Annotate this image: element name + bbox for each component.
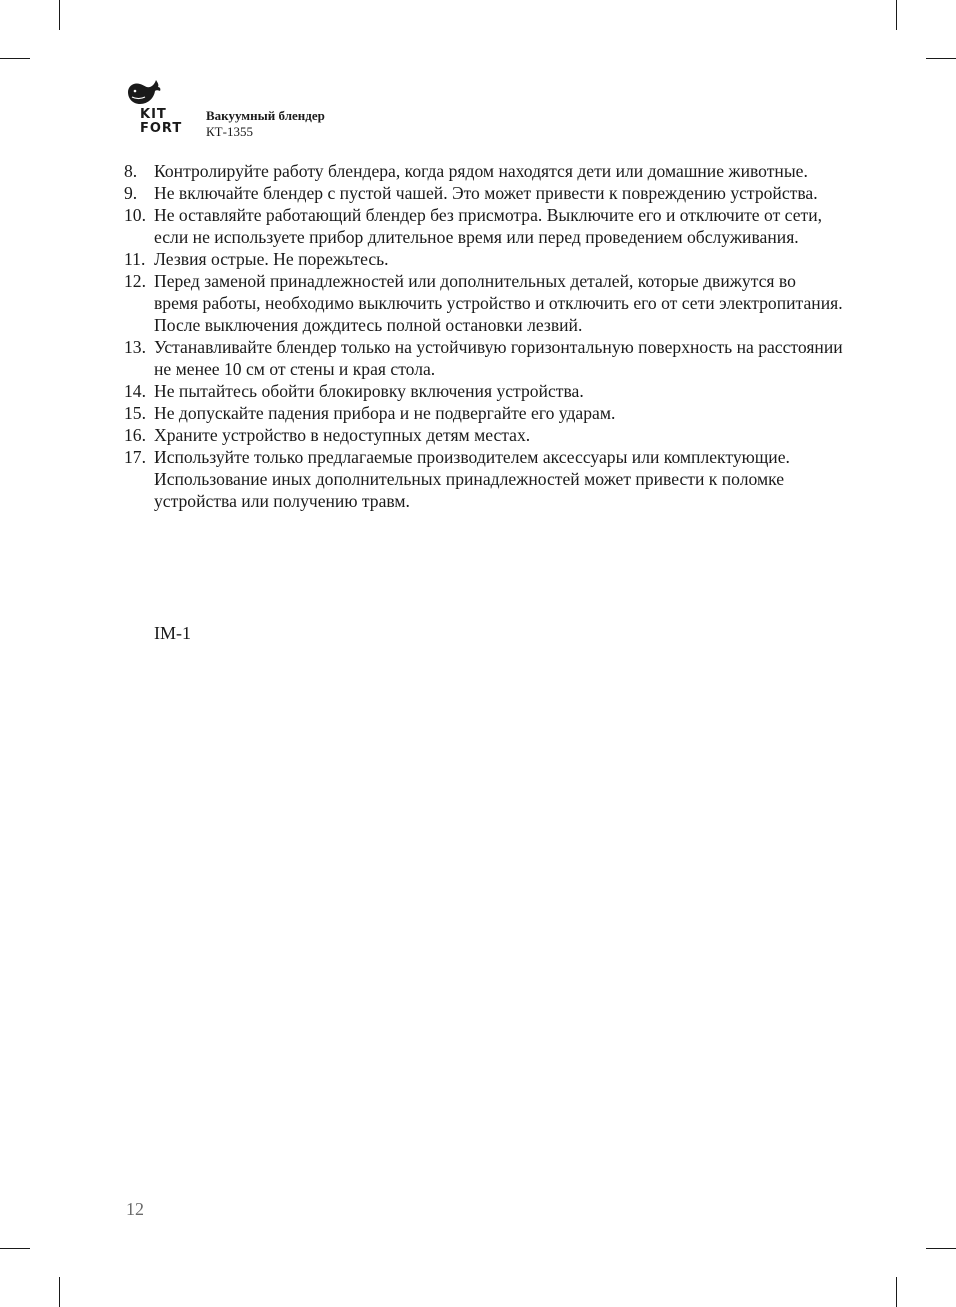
rule-text: Перед заменой принадлежностей или дополнительных деталей, которые движутся во время работы, необходимо выключить устройство и отключить его от сети электропитания. После выключения дождитесь полной остановки лезвий. xyxy=(154,271,843,335)
list-item xyxy=(124,160,844,182)
list-item xyxy=(124,402,844,424)
list-item xyxy=(124,424,844,446)
product-header xyxy=(206,108,325,140)
crop-mark-top-left xyxy=(59,0,60,30)
product-title: Вакуумный блендер xyxy=(206,108,325,123)
page-number: 12 xyxy=(126,1199,144,1219)
safety-rules-list xyxy=(124,160,844,512)
crop-mark-bottom-left xyxy=(59,1277,60,1307)
rule-text: Не допускайте падения прибора и не подвергайте его ударам. xyxy=(154,403,616,423)
whale-icon xyxy=(126,78,162,108)
rule-text: Используйте только предлагаемые производителем аксессуары или комплектующие. Использование иных дополнительных принадлежностей может привести к поломке устройства или получению травм. xyxy=(154,447,790,511)
rule-text: Лезвия острые. Не порежьтесь. xyxy=(154,249,389,269)
list-item xyxy=(124,270,844,336)
rule-text: Устанавливайте блендер только на устойчивую горизонтальную поверхность на расстоянии не менее 10 см от стены и края стола. xyxy=(154,337,843,379)
logo-line-fort: FORT xyxy=(140,121,183,136)
rule-number: 16. xyxy=(124,425,146,445)
rule-text: Не пытайтесь обойти блокировку включения устройства. xyxy=(154,381,584,401)
rule-number: 17. xyxy=(124,447,146,467)
rule-text: Не оставляйте работающий блендер без присмотра. Выключите его и отключите от сети, если не используете прибор длительное время или перед проведением обслуживания. xyxy=(154,205,823,247)
crop-mark-top-right xyxy=(896,0,897,30)
rule-number: 10. xyxy=(124,205,146,225)
rule-number: 9. xyxy=(124,183,138,203)
list-item xyxy=(124,182,844,204)
list-item xyxy=(124,248,844,270)
rule-number: 12. xyxy=(124,271,146,291)
rule-number: 14. xyxy=(124,381,146,401)
crop-mark-bottom-right xyxy=(896,1277,897,1307)
rule-number: 15. xyxy=(124,403,146,423)
product-model: КТ-1355 xyxy=(206,124,253,139)
list-item xyxy=(124,380,844,402)
logo-line-kit: KIT xyxy=(140,107,167,122)
rule-text: Контролируйте работу блендера, когда рядом находятся дети или домашние животные. xyxy=(154,161,808,181)
rule-number: 8. xyxy=(124,161,138,181)
list-item xyxy=(124,336,844,380)
rule-text: Храните устройство в недоступных детям местах. xyxy=(154,425,531,445)
list-item xyxy=(124,204,844,248)
rule-number: 13. xyxy=(124,337,146,357)
crop-mark-bottom-right-horizontal xyxy=(926,1248,956,1249)
rule-number: 11. xyxy=(124,249,146,269)
crop-mark-bottom-left-horizontal xyxy=(0,1248,30,1249)
rule-text: Не включайте блендер с пустой чашей. Это может привести к повреждению устройства. xyxy=(154,183,818,203)
logo-wordmark xyxy=(140,108,182,136)
crop-mark-top-right-horizontal xyxy=(926,58,956,59)
document-code: IM-1 xyxy=(154,623,191,643)
list-item xyxy=(124,446,844,512)
kitfort-logo xyxy=(124,78,190,142)
crop-mark-top-left-horizontal xyxy=(0,58,30,59)
